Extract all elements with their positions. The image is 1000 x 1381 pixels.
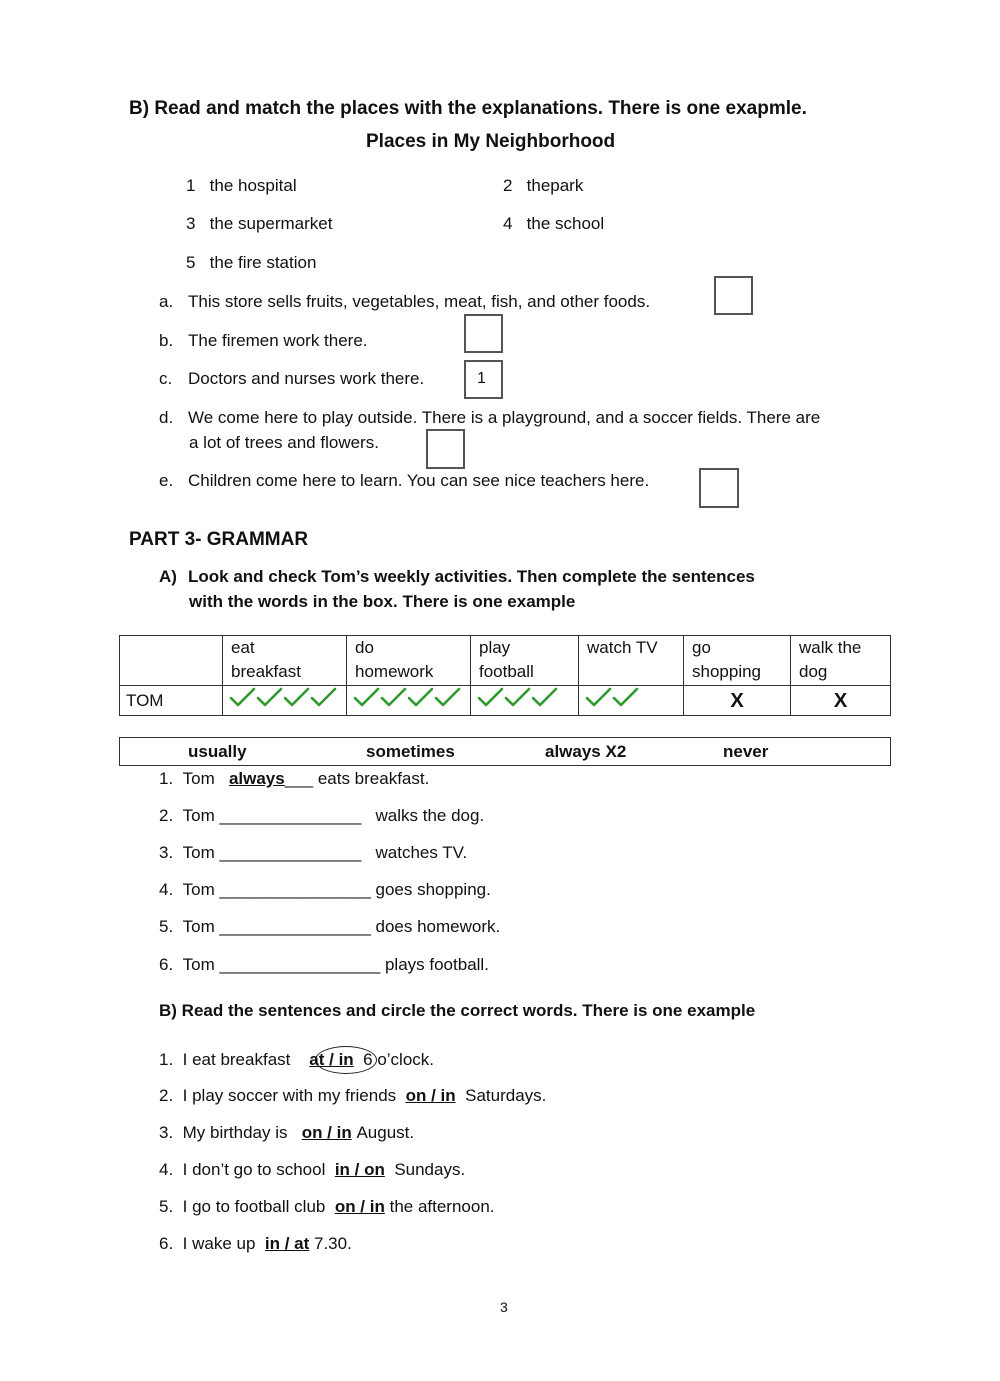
table-row <box>120 686 891 716</box>
sentence-before: I wake up <box>182 1234 256 1253</box>
word-box-item: sometimes <box>366 742 455 761</box>
x-mark: X <box>730 689 744 712</box>
explanation-text-continued: a lot of trees and flowers. <box>189 433 379 452</box>
activity-line2: shopping <box>692 662 762 681</box>
tick-group <box>585 686 639 715</box>
sentence-before: I go to football club <box>182 1197 326 1216</box>
activity-line1: walk the <box>799 638 862 657</box>
tick-group <box>229 686 337 715</box>
sentence-after: August. <box>356 1123 415 1142</box>
check-mark-icon <box>409 689 432 705</box>
sentence-after: 7.30. <box>314 1234 352 1253</box>
table-header-cell <box>684 636 791 686</box>
explanation-text: This store sells fruits, vegetables, meat, fish, and other foods. <box>188 292 651 311</box>
check-mark-icon <box>285 689 308 705</box>
sentence-number: 6. <box>159 1234 174 1253</box>
sentence-number: 5. <box>159 917 174 936</box>
x-cell <box>791 686 891 716</box>
example-answer: 1 <box>477 370 486 387</box>
word-choice[interactable]: at / in <box>309 1050 354 1069</box>
page-number: 3 <box>500 1299 508 1315</box>
word-choice[interactable]: on / in <box>405 1086 456 1105</box>
sentence-number: 5. <box>159 1197 174 1216</box>
sentence-number: 2. <box>159 1086 174 1105</box>
check-mark-icon <box>312 689 335 705</box>
check-marks <box>353 686 461 708</box>
sentence-before: I eat breakfast <box>182 1050 291 1069</box>
sentence-row <box>159 769 429 789</box>
table-header-cell <box>347 636 471 686</box>
tick-group <box>353 686 461 715</box>
place-number: 5 <box>186 253 196 272</box>
explanation-text: Children come here to learn. You can see nice teachers here. <box>188 471 650 490</box>
sentence-number: 1. <box>159 1050 174 1069</box>
sentence-number: 1. <box>159 769 174 788</box>
activity-line2: homework <box>355 662 434 681</box>
sentence-row <box>159 806 484 826</box>
answer-box[interactable] <box>464 360 503 399</box>
table-header-cell <box>223 636 347 686</box>
tick-cell <box>223 686 347 716</box>
part3-a-instructions-line2: with the words in the box. There is one example <box>189 592 576 611</box>
answer-blank[interactable]: _________________ <box>219 955 381 974</box>
example-answer: always <box>228 769 285 788</box>
row-label: TOM <box>120 686 223 716</box>
answer-blank[interactable]: ________________ <box>219 880 371 899</box>
word-choice[interactable]: in / on <box>334 1160 385 1179</box>
check-marks <box>477 686 558 708</box>
sentence-subject: Tom <box>182 806 215 825</box>
sentence-number: 3. <box>159 1123 174 1142</box>
sentence-number: 2. <box>159 806 174 825</box>
sentence-row <box>159 917 500 937</box>
sentence-subject: Tom <box>182 955 215 974</box>
check-mark-icon <box>382 689 405 705</box>
part3-a-label: A) <box>159 567 177 586</box>
answer-box[interactable] <box>699 468 739 508</box>
choice-sentence <box>159 1160 465 1180</box>
place-number: 2 <box>503 176 513 195</box>
check-mark-icon <box>436 689 459 705</box>
tick-cell <box>347 686 471 716</box>
explanation-text: Doctors and nurses work there. <box>188 369 425 388</box>
x-cell <box>684 686 791 716</box>
sentence-number: 4. <box>159 1160 174 1179</box>
table-header-cell <box>579 636 684 686</box>
sentence-rest: goes shopping. <box>375 880 491 899</box>
word-box <box>119 737 891 766</box>
place-name: the supermarket <box>209 214 333 233</box>
check-marks <box>229 686 337 708</box>
part3-b-heading: B) Read the sentences and circle the correct words. There is one example <box>159 1001 756 1020</box>
answer-blank[interactable]: _______________ <box>219 806 362 825</box>
choice-sentence <box>159 1086 546 1106</box>
word-choice[interactable]: on / in <box>334 1197 385 1216</box>
table-corner-cell <box>120 636 223 686</box>
sentence-after: 6 o’clock. <box>363 1050 435 1069</box>
check-mark-icon <box>231 689 254 705</box>
table-header-cell <box>791 636 891 686</box>
word-box-item: usually <box>188 742 247 761</box>
place-name: thepark <box>526 176 584 195</box>
place-item <box>186 176 297 196</box>
check-mark-icon <box>533 689 556 705</box>
sentence-before: I don’t go to school <box>182 1160 326 1179</box>
activity-line2: breakfast <box>231 662 301 681</box>
place-item <box>503 176 583 196</box>
sentence-row <box>159 843 467 863</box>
activities-table <box>119 635 891 716</box>
place-name: the fire station <box>209 253 317 272</box>
sentence-subject: Tom <box>182 917 215 936</box>
choice-sentence <box>159 1234 352 1254</box>
sentence-rest: eats breakfast. <box>317 769 430 788</box>
sentence-number: 4. <box>159 880 174 899</box>
explanation-letter: b. <box>159 331 174 350</box>
explanation-letter: a. <box>159 292 174 311</box>
choice-sentence <box>159 1050 434 1070</box>
choice-sentence <box>159 1197 495 1217</box>
check-mark-icon <box>587 689 610 705</box>
check-mark-icon <box>614 689 637 705</box>
check-mark-icon <box>479 689 502 705</box>
activity-line2: dog <box>799 662 828 681</box>
word-choice[interactable]: on / in <box>301 1123 352 1142</box>
explanation-letter: d. <box>159 408 174 427</box>
sentence-before: I play soccer with my friends <box>182 1086 397 1105</box>
table-header-row <box>120 636 891 686</box>
sentence-before: My birthday is <box>182 1123 288 1142</box>
table-header-cell <box>471 636 579 686</box>
explanation-letter: c. <box>159 369 173 388</box>
activity-line1: go <box>692 638 711 657</box>
tick-group <box>477 686 558 715</box>
x-mark: X <box>833 689 848 712</box>
sentence-rest: walks the dog. <box>375 806 485 825</box>
answer-blank[interactable]: _______________ <box>219 843 362 862</box>
activity-line1: watch TV <box>587 638 658 657</box>
sentence-rest: watches TV. <box>375 843 468 862</box>
answer-box[interactable] <box>426 429 465 469</box>
check-mark-icon <box>258 689 281 705</box>
answer-box[interactable] <box>464 314 503 353</box>
sentence-row <box>159 955 489 975</box>
sentence-subject: Tom <box>182 769 215 788</box>
activity-line1: do <box>355 638 374 657</box>
sentence-after: Sundays. <box>394 1160 466 1179</box>
check-mark-icon <box>506 689 529 705</box>
choice-sentence <box>159 1123 414 1143</box>
place-item <box>186 253 316 273</box>
word-box-item: never <box>723 742 769 761</box>
answer-blank[interactable]: ___ <box>284 769 314 788</box>
place-item <box>186 214 332 234</box>
answer-blank[interactable]: ________________ <box>219 917 371 936</box>
sentence-row <box>159 880 491 900</box>
tick-cell <box>471 686 579 716</box>
part3-a-instructions-line1: Look and check Tom’s weekly activities. Then complete the sentences <box>188 567 755 586</box>
check-mark-icon <box>355 689 378 705</box>
section-b-heading: B) Read and match the places with the explanations. There is one exapmle. <box>129 98 807 119</box>
sentence-number: 3. <box>159 843 174 862</box>
word-choice[interactable]: in / at <box>264 1234 310 1253</box>
sentence-subject: Tom <box>182 880 215 899</box>
place-number: 4 <box>503 214 513 233</box>
explanation-text: The firemen work there. <box>188 331 368 350</box>
explanation-text: We come here to play outside. There is a playground, and a soccer fields. There are <box>188 408 821 427</box>
activity-line1: eat <box>231 638 255 657</box>
explanation-letter: e. <box>159 471 174 490</box>
sentence-subject: Tom <box>182 843 215 862</box>
sentence-rest: does homework. <box>375 917 501 936</box>
sentence-after: the afternoon. <box>389 1197 495 1216</box>
sentence-rest: plays football. <box>384 955 489 974</box>
part3-title: PART 3- GRAMMAR <box>129 529 309 550</box>
activity-line2: football <box>479 662 534 681</box>
place-number: 1 <box>186 176 196 195</box>
place-item <box>503 214 604 234</box>
place-name: the school <box>526 214 605 233</box>
sentence-number: 6. <box>159 955 174 974</box>
sentence-after: Saturdays. <box>465 1086 547 1105</box>
place-name: the hospital <box>209 176 297 195</box>
word-box-item: always X2 <box>545 742 627 761</box>
check-marks <box>585 686 639 708</box>
tick-cell <box>579 686 684 716</box>
activity-line1: play <box>479 638 511 657</box>
place-number: 3 <box>186 214 196 233</box>
answer-box[interactable] <box>714 276 753 315</box>
section-b-subheading: Places in My Neighborhood <box>366 131 616 152</box>
